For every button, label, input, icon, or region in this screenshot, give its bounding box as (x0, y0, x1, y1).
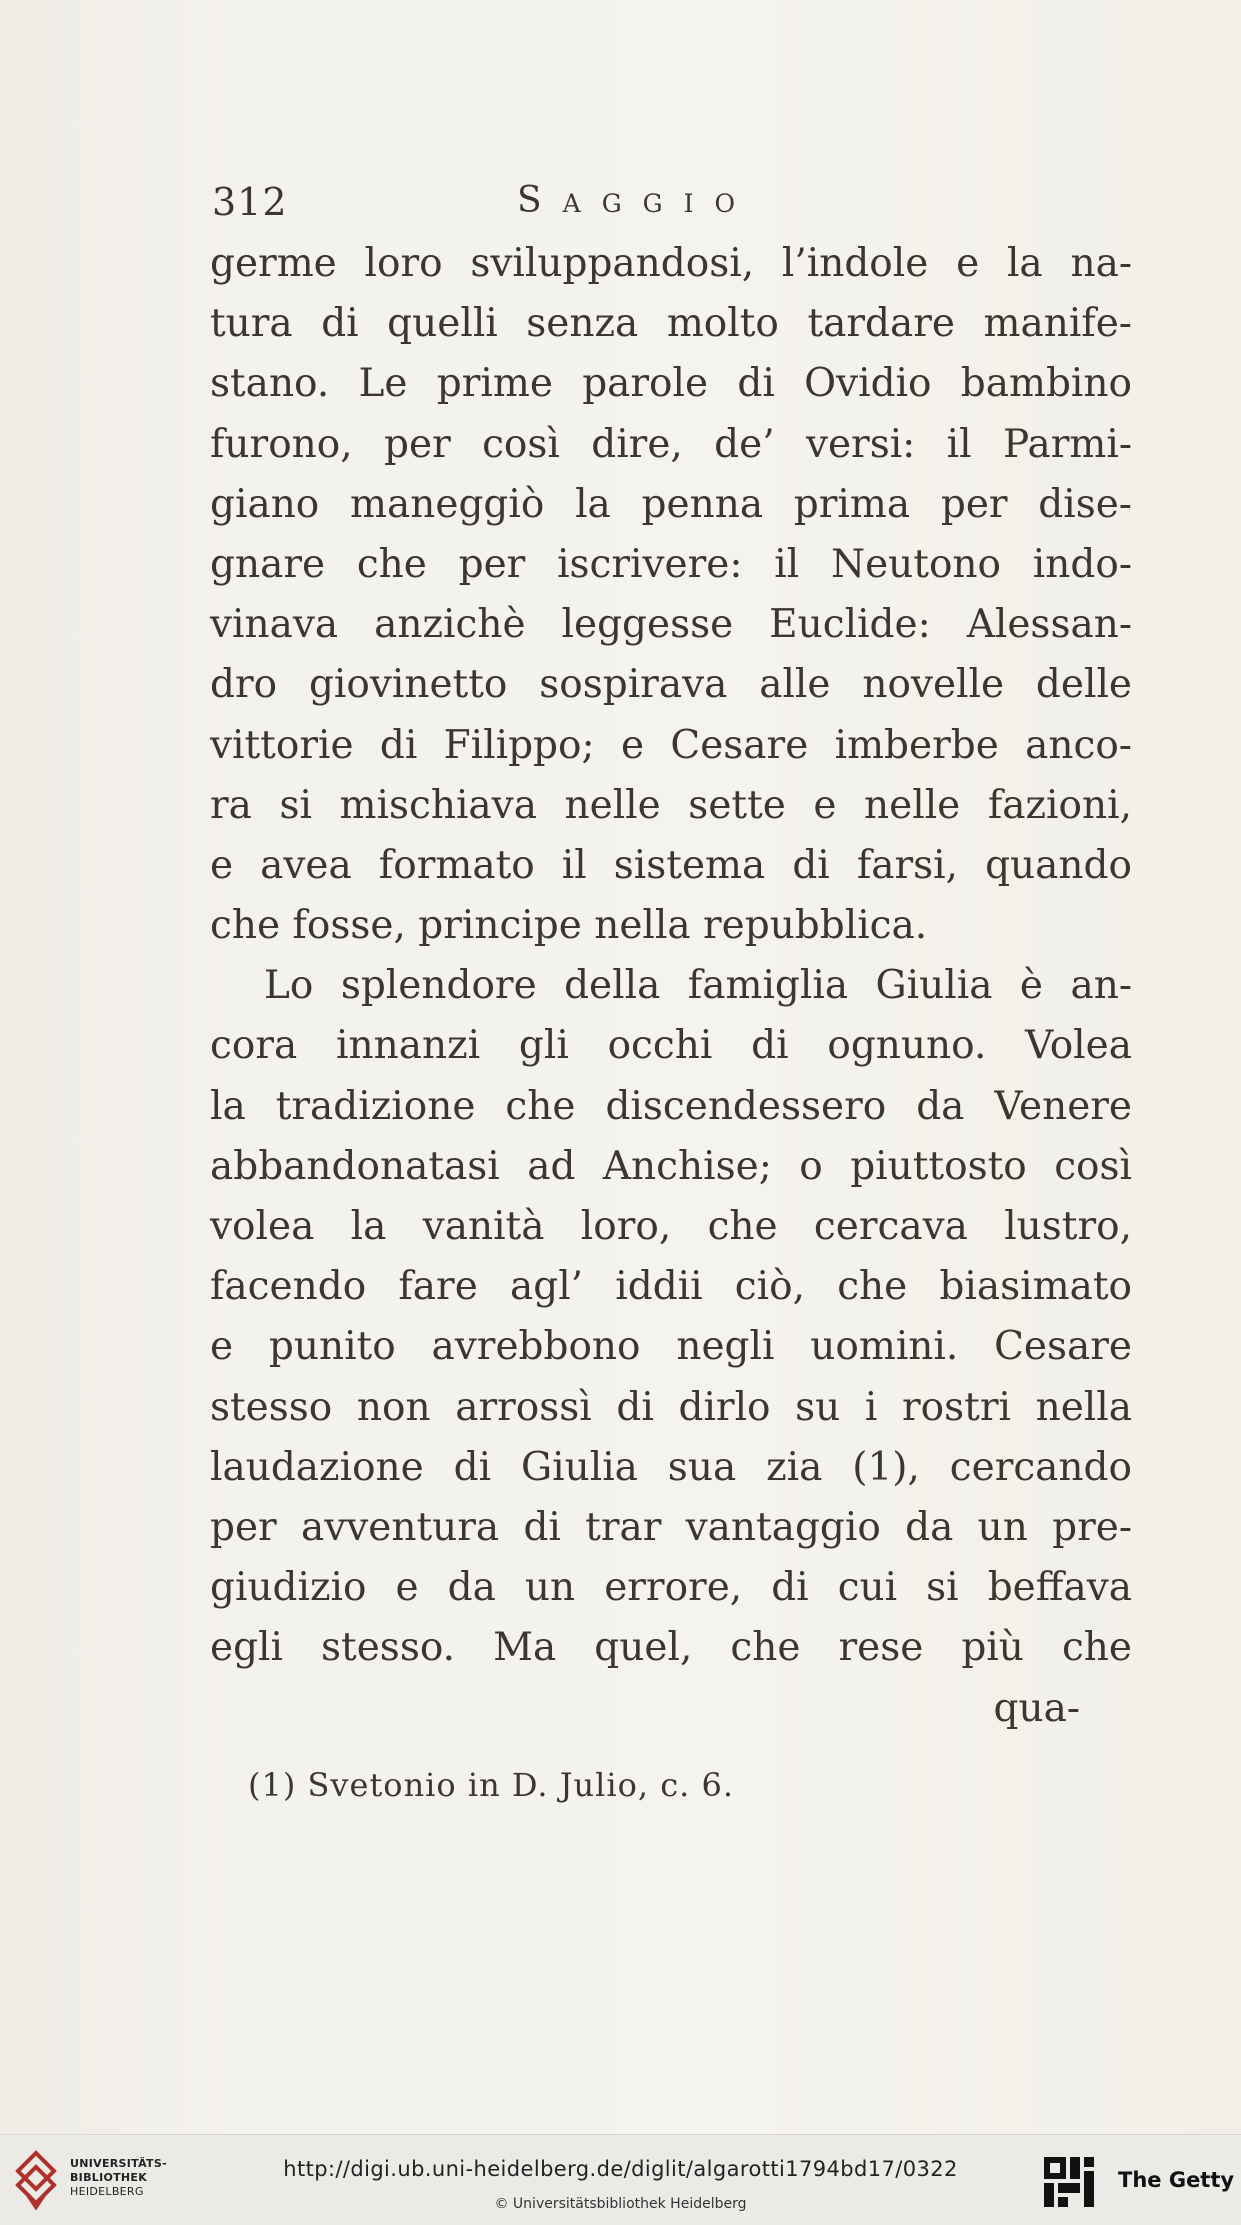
viewer-footer (0, 2134, 1241, 2225)
text-line: e avea formato il sistema di farsi, quando (210, 842, 1132, 888)
text-line: abbandonatasi ad Anchise; o piuttosto così (210, 1143, 1132, 1189)
text-line: egli stesso. Ma quel, che rese più che (210, 1625, 1132, 1671)
text-line: furono, per così dire, de’ versi: il Parmi- (210, 421, 1132, 467)
text-line: dro giovinetto sospirava alle novelle delle (210, 662, 1132, 708)
text-line: giudizio e da un errore, di cui si beffava (210, 1565, 1132, 1611)
text-line: stano. Le prime parole di Ovidio bambino (210, 361, 1132, 407)
getty-name: The Getty (1118, 2168, 1235, 2192)
footnote: (1) Svetonio in D. Julio, c. 6. (248, 1766, 735, 1804)
text-line: germe loro sviluppandosi, l’indole e la na- (210, 241, 1132, 286)
library-name: UNIVERSITÄTS- BIBLIOTHEK HEIDELBERG (70, 2157, 167, 2198)
text-line: tura di quelli senza molto tardare manife- (210, 301, 1132, 347)
text-line: ra si mischiava nelle sette e nelle fazioni, (210, 782, 1132, 828)
page-url-link[interactable]: http://digi.ub.uni-heidelberg.de/diglit/algarotti1794bd17/0322 (283, 2157, 958, 2181)
text-line: cora innanzi gli occhi di ognuno. Volea (210, 1023, 1132, 1069)
text-line: laudazione di Giulia sua zia (1), cercando (210, 1444, 1132, 1490)
text-line: giano maneggiò la penna prima per dise- (210, 481, 1132, 527)
text-line: che fosse, principe nella repubblica. (210, 903, 928, 949)
text-line: vinava anzichè leggesse Euclide: Alessan- (210, 602, 1132, 648)
text-line: facendo fare agl’ iddii ciò, che biasimato (210, 1264, 1132, 1310)
page-number: 312 (212, 180, 288, 224)
text-line: gnare che per iscrivere: il Neutono indo- (210, 541, 1132, 587)
text-line: la tradizione che discendessero da Venere (210, 1083, 1132, 1129)
text-line: vittorie di Filippo; e Cesare imberbe anco- (210, 722, 1132, 768)
body-text (210, 234, 1132, 1739)
catchword: qua- (993, 1685, 1080, 1731)
running-title: Saggio (517, 180, 757, 221)
text-line: per avventura di trar vantaggio da un pre- (210, 1504, 1132, 1550)
copyright-notice: © Universitätsbibliothek Heidelberg (494, 2196, 747, 2212)
page-header (212, 180, 1132, 236)
text-line: stesso non arrossì di dirlo su i rostri nella (210, 1384, 1132, 1430)
text-line: volea la vanità loro, che cercava lustro, (210, 1204, 1132, 1249)
text-line: e punito avrebbono negli uomini. Cesare (210, 1324, 1132, 1370)
text-line: Lo splendore della famiglia Giulia è an- (264, 963, 1132, 1009)
getty-logo-icon[interactable] (1042, 2155, 1096, 2209)
